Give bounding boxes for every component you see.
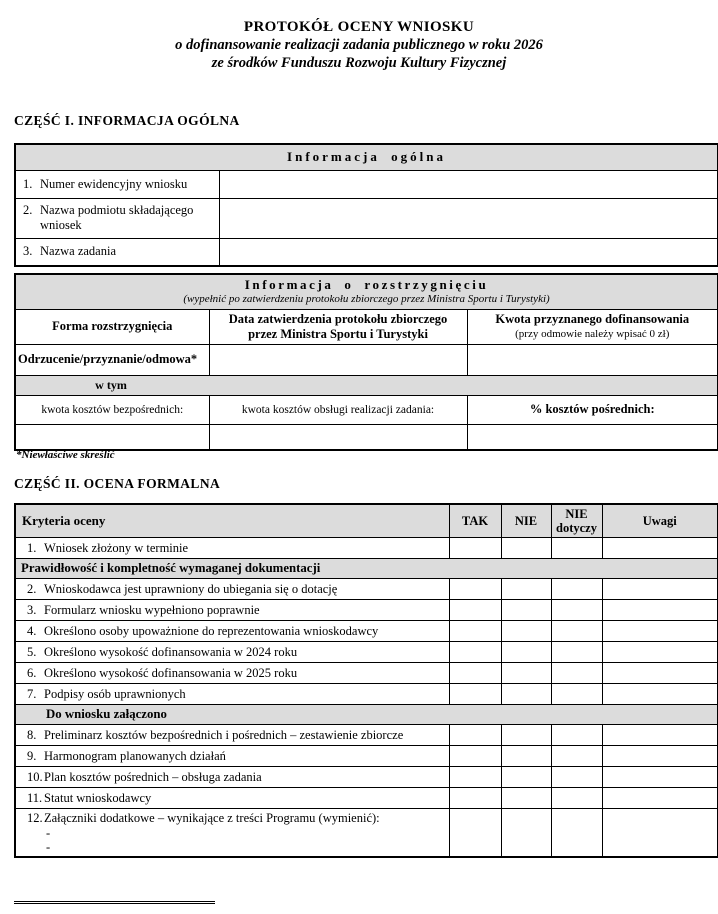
criteria-no-cell[interactable] [501,663,551,684]
criteria-row [15,684,718,705]
col-yes-header: TAK [449,504,501,538]
criteria-no-cell[interactable] [501,621,551,642]
criteria-yes-cell[interactable] [449,642,501,663]
cost-labels-row [15,395,718,424]
criteria-na-cell[interactable] [551,684,602,705]
criteria-label: Załączniki dodatkowe – wynikające z treści Programu (wymienić): [44,811,380,825]
criteria-label-cell [15,642,449,663]
wtym-cell [15,375,718,395]
criteria-na-cell[interactable] [551,621,602,642]
decision-column-headers [15,309,718,344]
criteria-label: Formularz wniosku wypełniono poprawnie [44,602,260,617]
criteria-number: 4. [27,623,37,638]
row-number: 3. [23,244,33,259]
criteria-label-cell [15,621,449,642]
criteria-remarks-cell[interactable] [602,642,718,663]
criteria-no-cell[interactable] [501,767,551,788]
criteria-label-cell [15,746,449,767]
criteria-remarks-cell[interactable] [602,579,718,600]
criteria-label-cell [15,663,449,684]
criteria-number: 11. [27,790,43,805]
task-name-field[interactable] [219,238,718,266]
criteria-number: 12. [27,811,43,825]
criteria-remarks-cell[interactable] [602,663,718,684]
criteria-no-cell[interactable] [501,809,551,858]
criteria-label: Określono wysokość dofinansowania w 2025 roku [44,665,298,680]
criteria-na-cell[interactable] [551,788,602,809]
criteria-no-cell[interactable] [501,788,551,809]
criteria-row [15,621,718,642]
criteria-label: Określono wysokość dofinansowania w 2024 roku [44,644,298,659]
criteria-no-cell[interactable] [501,725,551,746]
col-criteria-header: Kryteria oceny [15,504,449,538]
general-info-table [14,143,718,267]
criteria-na-cell[interactable] [551,600,602,621]
general-info-label [15,198,219,238]
service-costs-label: kwota kosztów obsługi realizacji zadania: [209,395,467,424]
criteria-label: Podpisy osób uprawnionych [44,686,186,701]
criteria-yes-cell[interactable] [449,538,501,559]
criteria-remarks-cell[interactable] [602,538,718,559]
criteria-label-cell [15,767,449,788]
criteria-label: Wniosek złożony w terminie [44,540,189,555]
decision-subheader: (wypełnić po zatwierdzeniu protokołu zbiorczego przez Ministra Sportu i Turystyki) [183,293,550,306]
criteria-yes-cell[interactable] [449,600,501,621]
criteria-row [15,579,718,600]
formal-criteria-table [14,503,718,858]
wtym-label: w tym [95,377,127,392]
criteria-remarks-cell[interactable] [602,767,718,788]
criteria-na-cell[interactable] [551,767,602,788]
criteria-no-cell[interactable] [501,600,551,621]
criteria-yes-cell[interactable] [449,621,501,642]
criteria-label-cell [15,579,449,600]
criteria-na-cell[interactable] [551,663,602,684]
criteria-number: 5. [27,644,37,659]
col-form-header: Forma rozstrzygnięcia [15,309,209,344]
criteria-label-cell [15,684,449,705]
criteria-label: Plan kosztów pośrednich – obsługa zadania [44,769,262,784]
decision-amount-field[interactable] [467,344,718,375]
criteria-label-cell [15,725,449,746]
col-no-header: NIE [501,504,551,538]
criteria-remarks-cell[interactable] [602,684,718,705]
criteria-yes-cell[interactable] [449,767,501,788]
part2-heading: CZĘŚĆ II. OCENA FORMALNA [14,476,221,491]
criteria-number: 7. [27,686,37,701]
criteria-row [15,809,718,858]
criteria-subline: - [46,826,51,840]
decision-header-row [15,274,718,309]
criteria-yes-cell[interactable] [449,684,501,705]
col-remarks-header: Uwagi [602,504,718,538]
criteria-yes-cell[interactable] [449,725,501,746]
criteria-section-row [15,559,718,579]
cost-values-row [15,424,718,450]
row-number: 1. [23,176,33,191]
table-row [15,198,718,238]
document-header [0,18,718,72]
criteria-label: Określono osoby upoważnione do reprezentowania wnioskodawcy [44,623,379,638]
general-info-label [15,238,219,266]
col-amount-header [467,309,718,344]
decision-header-cell [15,274,718,309]
criteria-no-cell[interactable] [501,538,551,559]
criteria-yes-cell[interactable] [449,663,501,684]
criteria-row [15,788,718,809]
criteria-label-cell [15,809,449,858]
general-info-header: Informacja ogólna [15,144,718,170]
criteria-na-cell[interactable] [551,538,602,559]
criteria-label-cell [15,600,449,621]
application-number-field[interactable] [219,170,718,198]
criteria-row [15,663,718,684]
col-amount-title: Kwota przyznanego dofinansowania [495,311,690,326]
criteria-remarks-cell[interactable] [602,788,718,809]
criteria-label: Wnioskodawca jest uprawniony do ubiegania się o dotację [44,581,338,596]
wtym-row [15,375,718,395]
criteria-row [15,642,718,663]
criteria-row [15,767,718,788]
part1-heading: CZĘŚĆ I. INFORMACJA OGÓLNA [14,113,240,128]
criteria-number: 2. [27,581,37,596]
criteria-remarks-cell[interactable] [602,809,718,858]
criteria-remarks-cell[interactable] [602,725,718,746]
col-na-header: NIE dotyczy [551,504,602,538]
criteria-yes-cell[interactable] [449,579,501,600]
criteria-no-cell[interactable] [501,579,551,600]
criteria-remarks-cell[interactable] [602,621,718,642]
criteria-section-label: Do wniosku załączono [15,705,718,725]
criteria-yes-cell[interactable] [449,788,501,809]
criteria-remarks-cell[interactable] [602,600,718,621]
general-info-header-row [15,144,718,170]
row-label: Nazwa podmiotu składającego wniosek [40,203,194,232]
decision-date-field[interactable] [209,344,467,375]
indirect-costs-field[interactable] [467,424,718,450]
col-date-header: Data zatwierdzenia protokołu zbiorczego przez Ministra Sportu i Turystyki [209,309,467,344]
criteria-number: 9. [27,748,37,763]
criteria-section-label: Prawidłowość i kompletność wymaganej dokumentacji [15,559,718,579]
criteria-label: Statut wnioskodawcy [44,790,152,805]
decision-value-row [15,344,718,375]
criteria-section-row [15,705,718,725]
col-amount-note: (przy odmowie należy wpisać 0 zł) [515,327,670,340]
indirect-costs-label: % kosztów pośrednich: [467,395,718,424]
table-row [15,238,718,266]
applicant-name-field[interactable] [219,198,718,238]
document-subtitle-line2: ze środków Funduszu Rozwoju Kultury Fizycznej [211,55,507,71]
general-info-label [15,170,219,198]
criteria-subline: - [46,840,51,854]
criteria-label-cell [15,788,449,809]
criteria-no-cell[interactable] [501,642,551,663]
row-label: Nazwa zadania [40,244,116,259]
document-title: PROTOKÓŁ OCENY WNIOSKU [243,19,475,35]
criteria-number: 1. [27,540,37,555]
criteria-na-cell[interactable] [551,642,602,663]
criteria-yes-cell[interactable] [449,809,501,858]
decision-header: Informacja o rozstrzygnięciu [244,277,489,293]
criteria-row [15,725,718,746]
criteria-number: 10. [27,769,43,784]
criteria-number: 6. [27,665,37,680]
criteria-no-cell[interactable] [501,746,551,767]
service-costs-field[interactable] [209,424,467,450]
decision-table [14,273,718,451]
criteria-na-cell[interactable] [551,725,602,746]
criteria-na-cell[interactable] [551,579,602,600]
criteria-row [15,600,718,621]
criteria-na-cell[interactable] [551,809,602,858]
criteria-label: Harmonogram planowanych działań [44,748,226,763]
criteria-no-cell[interactable] [501,684,551,705]
direct-costs-label: kwota kosztów bezpośrednich: [15,395,209,424]
criteria-row [15,538,718,559]
direct-costs-field[interactable] [15,424,209,450]
criteria-label: Preliminarz kosztów bezpośrednich i pośrednich – zestawienie zbiorcze [44,727,404,742]
decision-form-options: Odrzucenie/przyznanie/odmowa* [15,344,209,375]
strike-footnote: *Niewłaściwe skreślić [16,449,115,461]
criteria-number: 8. [27,727,37,742]
criteria-yes-cell[interactable] [449,746,501,767]
footnote-rule [14,901,215,904]
row-label: Numer ewidencyjny wniosku [40,176,188,191]
criteria-header-row [15,504,718,538]
document-subtitle-line1: o dofinansowanie realizacji zadania publicznego w roku 2026 [175,37,543,53]
criteria-row [15,746,718,767]
criteria-na-cell[interactable] [551,746,602,767]
criteria-remarks-cell[interactable] [602,746,718,767]
table-row [15,170,718,198]
criteria-label-cell [15,538,449,559]
criteria-number: 3. [27,602,37,617]
row-number: 2. [23,203,33,217]
